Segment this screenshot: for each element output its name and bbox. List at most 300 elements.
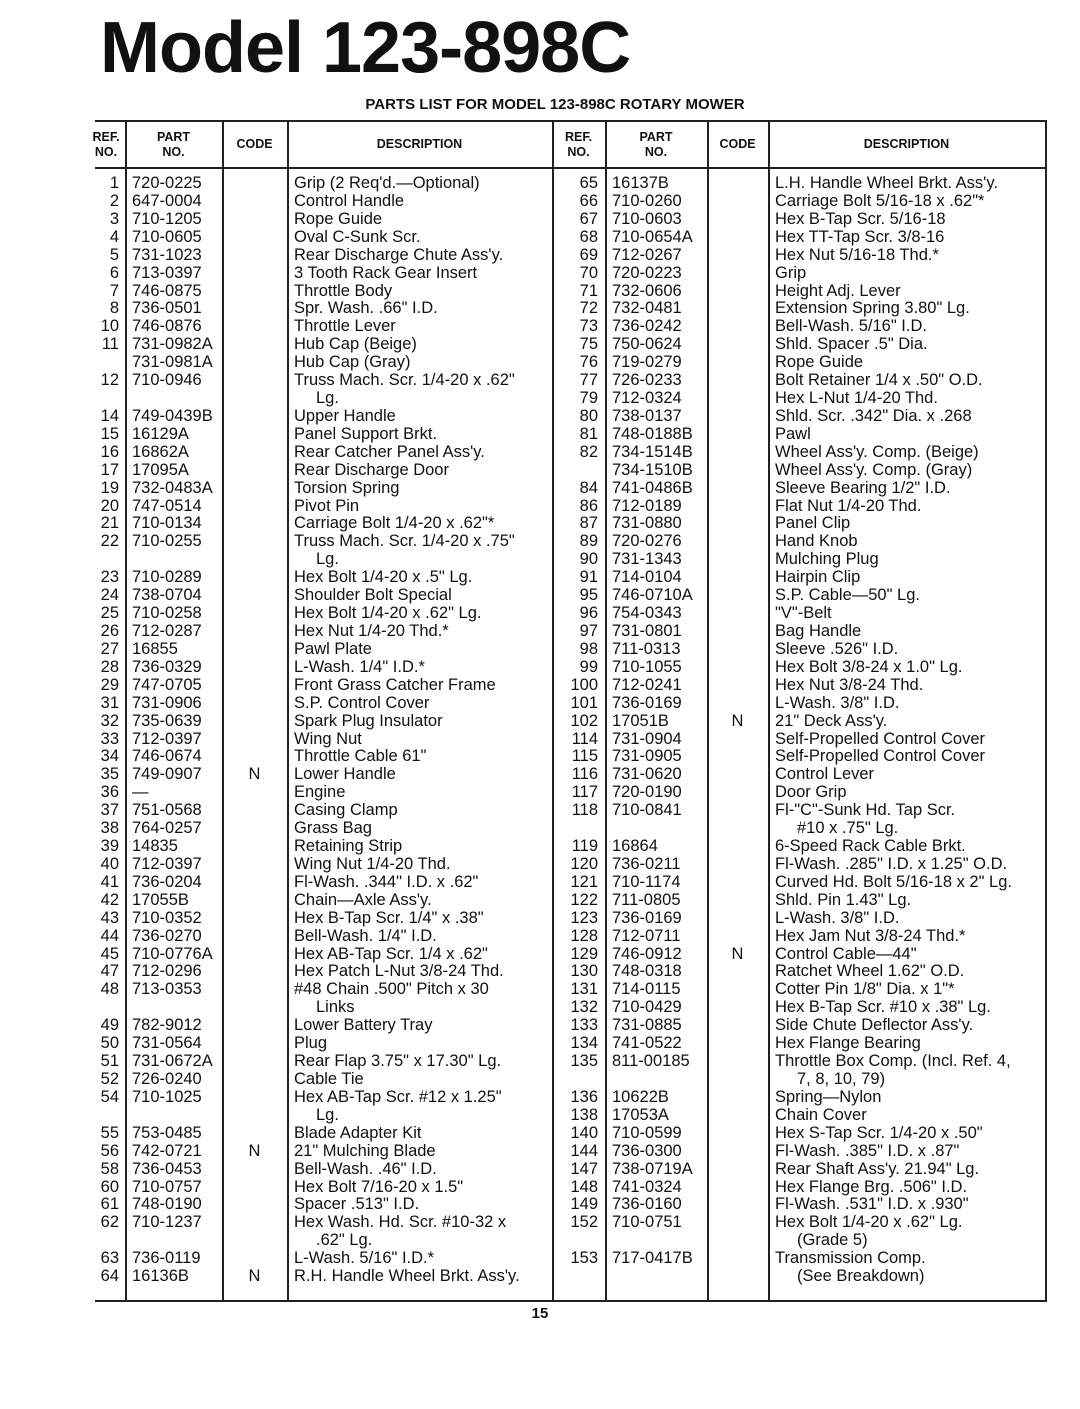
description-cell: Hex AB-Tap Scr. 1/4 x .62" bbox=[294, 944, 488, 963]
part-no-cell: 731-0905 bbox=[612, 747, 682, 766]
table-row bbox=[95, 210, 1045, 228]
ref-no-cell: 65 bbox=[579, 174, 598, 192]
part-no-cell: 731-0981A bbox=[132, 353, 213, 372]
part-no-cell: 710-0654A bbox=[612, 227, 693, 246]
table-row bbox=[95, 945, 1045, 963]
ref-no-cell: 66 bbox=[579, 191, 598, 210]
description-cell: 21" Deck Ass'y. bbox=[775, 711, 888, 730]
part-no-cell: 710-0260 bbox=[612, 191, 682, 210]
description-cell: Lower Handle bbox=[294, 765, 396, 784]
table-row bbox=[95, 246, 1045, 264]
part-no-cell: 717-0417B bbox=[612, 1249, 693, 1268]
table-row bbox=[95, 1052, 1045, 1070]
ref-no-cell: 67 bbox=[579, 209, 598, 228]
ref-no-cell: 79 bbox=[579, 389, 598, 408]
ref-no-cell: 90 bbox=[579, 550, 598, 569]
description-cell: 6-Speed Rack Cable Brkt. bbox=[775, 837, 966, 856]
part-no-cell: 741-0522 bbox=[612, 1034, 682, 1053]
description-cell: Wheel Ass'y. Comp. (Gray) bbox=[775, 460, 973, 479]
ref-no-cell: 132 bbox=[570, 998, 598, 1017]
table-row bbox=[95, 622, 1045, 640]
description-cell: Hex Patch L-Nut 3/8-24 Thd. bbox=[294, 962, 504, 981]
part-no-cell: 746-0912 bbox=[612, 944, 682, 963]
description-cell: Engine bbox=[294, 783, 346, 802]
description-cell: Transmission Comp. bbox=[775, 1249, 926, 1268]
part-no-cell: 710-0605 bbox=[132, 227, 202, 246]
part-no-cell: 811-00185 bbox=[612, 1052, 690, 1071]
description-cell: Throttle Lever bbox=[294, 317, 396, 336]
header-code: CODE bbox=[236, 137, 273, 151]
table-row bbox=[95, 299, 1045, 317]
table-row bbox=[95, 712, 1045, 730]
table-row bbox=[95, 443, 1045, 461]
ref-no-cell: 102 bbox=[570, 711, 598, 730]
part-no-cell: 720-0225 bbox=[132, 174, 202, 192]
description-cell: Throttle Box Comp. (Incl. Ref. 4, bbox=[775, 1052, 1011, 1071]
table-row bbox=[95, 532, 1045, 550]
table-row bbox=[95, 962, 1045, 980]
description-cell: Hex Wash. Hd. Scr. #10-32 x bbox=[294, 1213, 507, 1232]
part-no-cell: 14835 bbox=[132, 837, 178, 856]
description-cell: Control Lever bbox=[775, 765, 875, 784]
ref-no-cell: 129 bbox=[570, 944, 598, 963]
part-no-cell: 753-0485 bbox=[132, 1123, 202, 1142]
ref-no-cell: 136 bbox=[570, 1087, 598, 1106]
ref-no-cell: 48 bbox=[100, 980, 119, 999]
ref-no-cell: 27 bbox=[100, 639, 119, 658]
part-no-cell: 713-0353 bbox=[132, 980, 202, 999]
part-no-cell: 710-0289 bbox=[132, 568, 202, 587]
description-cell: Retaining Strip bbox=[294, 837, 403, 856]
description-cell: Spring—Nylon bbox=[775, 1087, 882, 1106]
ref-no-cell: 44 bbox=[100, 926, 119, 945]
part-no-cell: 720-0223 bbox=[612, 263, 682, 282]
part-no-cell: 710-0603 bbox=[612, 209, 682, 228]
ref-no-cell: 64 bbox=[100, 1267, 119, 1286]
ref-no-cell: 99 bbox=[579, 657, 598, 676]
ref-no-cell: 100 bbox=[570, 675, 598, 694]
table-row bbox=[95, 568, 1045, 586]
part-no-cell: 712-0189 bbox=[612, 496, 682, 515]
ref-no-cell: 33 bbox=[100, 729, 119, 748]
table-row bbox=[95, 1106, 1045, 1124]
description-cell: Spark Plug Insulator bbox=[294, 711, 443, 730]
description-cell: Lg. bbox=[316, 389, 339, 408]
ref-no-cell: 148 bbox=[570, 1177, 598, 1196]
part-no-cell: 749-0907 bbox=[132, 765, 202, 784]
ref-no-cell: 55 bbox=[100, 1123, 119, 1142]
table-row bbox=[95, 783, 1045, 801]
table-row bbox=[95, 1231, 1045, 1249]
table-row bbox=[95, 927, 1045, 945]
ref-no-cell: 75 bbox=[579, 335, 598, 354]
description-cell: Hex Nut 5/16-18 Thd.* bbox=[775, 245, 939, 264]
part-no-cell: 719-0279 bbox=[612, 353, 682, 372]
table-row bbox=[95, 335, 1045, 353]
part-no-cell: 710-0258 bbox=[132, 604, 202, 623]
table-row bbox=[95, 801, 1045, 819]
description-cell: Truss Mach. Scr. 1/4-20 x .62" bbox=[294, 371, 515, 390]
description-cell: Grip bbox=[775, 263, 807, 282]
ref-no-cell: 95 bbox=[579, 586, 598, 605]
ref-no-cell: 45 bbox=[100, 944, 119, 963]
table-row bbox=[95, 1178, 1045, 1196]
ref-no-cell: 26 bbox=[100, 622, 119, 640]
header-ref-no: REF. NO. bbox=[92, 129, 120, 159]
table-row bbox=[95, 980, 1045, 998]
table-row bbox=[95, 998, 1045, 1016]
ref-no-cell: 29 bbox=[100, 675, 119, 694]
description-cell: Upper Handle bbox=[294, 406, 396, 425]
description-cell: Hex L-Nut 1/4-20 Thd. bbox=[775, 389, 938, 408]
table-row bbox=[95, 873, 1045, 891]
description-cell: Fl-Wash. .385" I.D. x .87" bbox=[775, 1141, 960, 1160]
description-cell: Plug bbox=[294, 1034, 328, 1053]
table-row bbox=[95, 317, 1045, 335]
part-no-cell: 732-0606 bbox=[612, 281, 682, 300]
ref-no-cell: 149 bbox=[570, 1195, 598, 1214]
part-no-cell: 710-1174 bbox=[612, 872, 681, 891]
table-row bbox=[95, 497, 1045, 515]
description-cell: Hex Nut 1/4-20 Thd.* bbox=[294, 622, 449, 640]
description-cell: Extension Spring 3.80" Lg. bbox=[775, 299, 970, 318]
part-no-cell: 782-9012 bbox=[132, 1016, 202, 1035]
table-row bbox=[95, 855, 1045, 873]
table-row bbox=[95, 1070, 1045, 1088]
part-no-cell: 16137B bbox=[612, 174, 669, 192]
part-no-cell: 746-0875 bbox=[132, 281, 202, 300]
description-cell: Hand Knob bbox=[775, 532, 858, 551]
part-no-cell: — bbox=[132, 783, 149, 802]
ref-no-cell: 116 bbox=[571, 765, 598, 784]
ref-no-cell: 114 bbox=[571, 729, 598, 748]
description-cell: Rear Flap 3.75" x 17.30" Lg. bbox=[294, 1052, 502, 1071]
ref-no-cell: 69 bbox=[579, 245, 598, 264]
ref-no-cell: 22 bbox=[100, 532, 119, 551]
header-description: DESCRIPTION bbox=[376, 137, 463, 151]
description-cell: Control Cable—44" bbox=[775, 944, 917, 963]
description-cell: Links bbox=[316, 998, 355, 1017]
part-no-cell: 750-0624 bbox=[612, 335, 682, 354]
description-cell: Hex B-Tap Scr. #10 x .38" Lg. bbox=[775, 998, 991, 1017]
table-row bbox=[95, 1160, 1045, 1178]
ref-no-cell: 41 bbox=[100, 872, 119, 891]
part-no-cell: 710-1025 bbox=[132, 1087, 202, 1106]
description-cell: Blade Adapter Kit bbox=[294, 1123, 422, 1142]
ref-no-cell: 38 bbox=[100, 819, 119, 838]
ref-no-cell: 36 bbox=[100, 783, 119, 802]
description-cell: Hub Cap (Gray) bbox=[294, 353, 411, 372]
description-cell: L-Wash. 3/8" I.D. bbox=[775, 693, 900, 712]
ref-no-cell: 96 bbox=[579, 604, 598, 623]
description-cell: Flat Nut 1/4-20 Thd. bbox=[775, 496, 922, 515]
part-no-cell: 710-0757 bbox=[132, 1177, 202, 1196]
ref-no-cell: 152 bbox=[570, 1213, 598, 1232]
ref-no-cell: 4 bbox=[109, 227, 119, 246]
description-cell: "V"-Belt bbox=[775, 604, 832, 623]
description-cell: Rear Shaft Ass'y. 21.94" Lg. bbox=[775, 1159, 980, 1178]
part-no-cell: 711-0805 bbox=[612, 890, 681, 909]
description-cell: Front Grass Catcher Frame bbox=[294, 675, 496, 694]
ref-no-cell: 63 bbox=[100, 1249, 119, 1268]
description-cell: Chain—Axle Ass'y. bbox=[294, 890, 432, 909]
description-cell: #10 x .75" Lg. bbox=[797, 819, 899, 838]
part-no-cell: 732-0481 bbox=[612, 299, 682, 318]
description-cell: Torsion Spring bbox=[294, 478, 400, 497]
ref-no-cell: 153 bbox=[570, 1249, 598, 1268]
description-cell: 3 Tooth Rack Gear Insert bbox=[294, 263, 478, 282]
description-cell: Rear Discharge Door bbox=[294, 460, 449, 479]
table-row bbox=[95, 730, 1045, 748]
table-row bbox=[95, 586, 1045, 604]
table-row bbox=[95, 1034, 1045, 1052]
table-row bbox=[95, 747, 1045, 765]
table-row bbox=[95, 640, 1045, 658]
ref-no-cell: 68 bbox=[579, 227, 598, 246]
ref-no-cell: 58 bbox=[100, 1159, 119, 1178]
ref-no-cell: 7 bbox=[109, 281, 119, 300]
part-no-cell: 712-0397 bbox=[132, 854, 202, 873]
ref-no-cell: 39 bbox=[100, 837, 119, 856]
part-no-cell: 712-0241 bbox=[612, 675, 682, 694]
ref-no-cell: 56 bbox=[100, 1141, 119, 1160]
description-cell: 7, 8, 10, 79) bbox=[797, 1070, 886, 1088]
table-row bbox=[95, 837, 1045, 855]
description-cell: Ratchet Wheel 1.62" O.D. bbox=[775, 962, 965, 981]
part-no-cell: 731-0906 bbox=[132, 693, 202, 712]
description-cell: Hex Bolt 1/4-20 x .62" Lg. bbox=[775, 1213, 963, 1232]
part-no-cell: 710-1055 bbox=[612, 657, 682, 676]
description-cell: Wing Nut bbox=[294, 729, 362, 748]
description-cell: Cable Tie bbox=[294, 1070, 364, 1088]
table-row bbox=[95, 514, 1045, 532]
description-cell: Lg. bbox=[316, 550, 339, 569]
part-no-cell: 710-0255 bbox=[132, 532, 202, 551]
description-cell: Grass Bag bbox=[294, 819, 372, 838]
part-no-cell: 741-0324 bbox=[612, 1177, 682, 1196]
description-cell: Wheel Ass'y. Comp. (Beige) bbox=[775, 442, 979, 461]
description-cell: Lg. bbox=[316, 1105, 339, 1124]
part-no-cell: 16855 bbox=[132, 639, 178, 658]
ref-no-cell: 19 bbox=[100, 478, 119, 497]
part-no-cell: 736-0300 bbox=[612, 1141, 682, 1160]
part-no-cell: 17051B bbox=[612, 711, 669, 730]
ref-no-cell: 60 bbox=[100, 1177, 119, 1196]
description-cell: #48 Chain .500" Pitch x 30 bbox=[294, 980, 489, 999]
description-cell: Throttle Cable 61" bbox=[294, 747, 427, 766]
description-cell: Shld. Spacer .5" Dia. bbox=[775, 335, 928, 354]
ref-no-cell: 34 bbox=[100, 747, 119, 766]
description-cell: Bell-Wash. 5/16" I.D. bbox=[775, 317, 927, 336]
table-row bbox=[95, 891, 1045, 909]
description-cell: Hairpin Clip bbox=[775, 568, 861, 587]
description-cell: Casing Clamp bbox=[294, 801, 398, 820]
part-no-cell: 720-0190 bbox=[612, 783, 682, 802]
ref-no-cell: 135 bbox=[570, 1052, 598, 1071]
part-no-cell: 736-0169 bbox=[612, 908, 682, 927]
description-cell: Bell-Wash. .46" I.D. bbox=[294, 1159, 437, 1178]
ref-no-cell: 121 bbox=[570, 872, 598, 891]
part-no-cell: 710-0352 bbox=[132, 908, 202, 927]
ref-no-cell: 144 bbox=[570, 1141, 598, 1160]
description-cell: Carriage Bolt 5/16-18 x .62"* bbox=[775, 191, 985, 210]
description-cell: L-Wash. 1/4" I.D.* bbox=[294, 657, 425, 676]
ref-no-cell: 130 bbox=[570, 962, 598, 981]
ref-no-cell: 35 bbox=[100, 765, 119, 784]
ref-no-cell: 138 bbox=[570, 1105, 598, 1124]
description-cell: Sleeve Bearing 1/2" I.D. bbox=[775, 478, 951, 497]
description-cell: Throttle Body bbox=[294, 281, 393, 300]
description-cell: Oval C-Sunk Scr. bbox=[294, 227, 421, 246]
ref-no-cell: 31 bbox=[100, 693, 119, 712]
description-cell: Hex Nut 3/8-24 Thd. bbox=[775, 675, 924, 694]
part-no-cell: 736-0501 bbox=[132, 299, 202, 318]
description-cell: Hex Bolt 1/4-20 x .5" Lg. bbox=[294, 568, 473, 587]
description-cell: (See Breakdown) bbox=[797, 1267, 925, 1286]
part-no-cell: 738-0137 bbox=[612, 406, 682, 425]
part-no-cell: 710-0751 bbox=[612, 1213, 682, 1232]
ref-no-cell: 86 bbox=[579, 496, 598, 515]
ref-no-cell: 40 bbox=[100, 854, 119, 873]
ref-no-cell: 24 bbox=[100, 586, 119, 605]
ref-no-cell: 117 bbox=[571, 783, 598, 802]
part-no-cell: 17055B bbox=[132, 890, 189, 909]
ref-no-cell: 28 bbox=[100, 657, 119, 676]
description-cell: Pawl bbox=[775, 424, 811, 443]
description-cell: S.P. Cable—50" Lg. bbox=[775, 586, 920, 605]
ref-no-cell: 16 bbox=[100, 442, 119, 461]
ref-no-cell: 52 bbox=[100, 1070, 119, 1088]
ref-no-cell: 97 bbox=[579, 622, 598, 640]
part-no-cell: 736-0453 bbox=[132, 1159, 202, 1178]
table-row bbox=[95, 174, 1045, 192]
table-row bbox=[95, 479, 1045, 497]
ref-no-cell: 20 bbox=[100, 496, 119, 515]
ref-no-cell: 11 bbox=[101, 335, 119, 354]
table-row bbox=[95, 461, 1045, 479]
ref-no-cell: 119 bbox=[571, 837, 598, 856]
part-no-cell: 736-0270 bbox=[132, 926, 202, 945]
description-cell: Sleeve .526" I.D. bbox=[775, 639, 899, 658]
ref-no-cell: 123 bbox=[570, 908, 598, 927]
part-no-cell: 738-0719A bbox=[612, 1159, 693, 1178]
part-no-cell: 16862A bbox=[132, 442, 189, 461]
ref-no-cell: 73 bbox=[579, 317, 598, 336]
description-cell: .62" Lg. bbox=[316, 1231, 373, 1250]
description-cell: S.P. Control Cover bbox=[294, 693, 430, 712]
part-no-cell: 17095A bbox=[132, 460, 189, 479]
part-no-cell: 736-0204 bbox=[132, 872, 202, 891]
description-cell: Grip (2 Req'd.—Optional) bbox=[294, 174, 480, 192]
description-cell: Hex TT-Tap Scr. 3/8-16 bbox=[775, 227, 945, 246]
table-row bbox=[95, 909, 1045, 927]
part-no-cell: 736-0119 bbox=[132, 1249, 201, 1268]
part-no-cell: 731-0564 bbox=[132, 1034, 202, 1053]
description-cell: Fl-"C"-Sunk Hd. Tap Scr. bbox=[775, 801, 956, 820]
ref-no-cell: 134 bbox=[570, 1034, 598, 1053]
ref-no-cell: 12 bbox=[100, 371, 119, 390]
part-no-cell: 726-0233 bbox=[612, 371, 682, 390]
description-cell: Control Handle bbox=[294, 191, 405, 210]
description-cell: Pawl Plate bbox=[294, 639, 372, 658]
ref-no-cell: 42 bbox=[100, 890, 119, 909]
description-cell: Bolt Retainer 1/4 x .50" O.D. bbox=[775, 371, 983, 390]
part-no-cell: 714-0104 bbox=[612, 568, 682, 587]
description-cell: Hex Flange Brg. .506" I.D. bbox=[775, 1177, 968, 1196]
part-no-cell: 731-0885 bbox=[612, 1016, 682, 1035]
table-row bbox=[95, 604, 1045, 622]
table-row bbox=[95, 1016, 1045, 1034]
header-part-no: PART NO. bbox=[639, 129, 673, 159]
ref-no-cell: 54 bbox=[100, 1087, 119, 1106]
part-no-cell: 16129A bbox=[132, 424, 189, 443]
ref-no-cell: 131 bbox=[570, 980, 598, 999]
description-cell: Fl-Wash. .285" I.D. x 1.25" O.D. bbox=[775, 854, 1008, 873]
description-cell: Panel Clip bbox=[775, 514, 851, 533]
part-no-cell: 647-0004 bbox=[132, 191, 202, 210]
ref-no-cell: 128 bbox=[570, 926, 598, 945]
ref-no-cell: 72 bbox=[579, 299, 598, 318]
code-cell: N bbox=[731, 711, 744, 730]
description-cell: Hex S-Tap Scr. 1/4-20 x .50" bbox=[775, 1123, 983, 1142]
description-cell: 21" Mulching Blade bbox=[294, 1141, 436, 1160]
description-cell: R.H. Handle Wheel Brkt. Ass'y. bbox=[294, 1267, 520, 1286]
description-cell: Hex B-Tap Scr. 5/16-18 bbox=[775, 209, 946, 228]
part-no-cell: 736-0160 bbox=[612, 1195, 682, 1214]
description-cell: Hex Jam Nut 3/8-24 Thd.* bbox=[775, 926, 966, 945]
page-number: 15 bbox=[531, 1305, 549, 1322]
part-no-cell: 764-0257 bbox=[132, 819, 202, 838]
part-no-cell: 711-0313 bbox=[612, 639, 681, 658]
ref-no-cell: 140 bbox=[570, 1123, 598, 1142]
ref-no-cell: 71 bbox=[579, 281, 598, 300]
description-cell: Door Grip bbox=[775, 783, 847, 802]
part-no-cell: 731-1343 bbox=[612, 550, 682, 569]
part-no-cell: 710-0841 bbox=[612, 801, 682, 820]
ref-no-cell: 17 bbox=[100, 460, 119, 479]
header-description: DESCRIPTION bbox=[863, 137, 950, 151]
part-no-cell: 736-0211 bbox=[612, 854, 681, 873]
ref-no-cell: 87 bbox=[579, 514, 598, 533]
ref-no-cell: 62 bbox=[100, 1213, 119, 1232]
part-no-cell: 710-0599 bbox=[612, 1123, 682, 1142]
table-row bbox=[95, 694, 1045, 712]
code-cell: N bbox=[248, 765, 261, 784]
ref-no-cell: 1 bbox=[109, 174, 119, 192]
ref-no-cell: 32 bbox=[100, 711, 119, 730]
description-cell: Carriage Bolt 1/4-20 x .62"* bbox=[294, 514, 495, 533]
ref-no-cell: 47 bbox=[100, 962, 119, 981]
table-row bbox=[95, 658, 1045, 676]
part-no-cell: 747-0514 bbox=[132, 496, 202, 515]
table-row bbox=[95, 192, 1045, 210]
part-no-cell: 17053A bbox=[612, 1105, 669, 1124]
ref-no-cell: 50 bbox=[100, 1034, 119, 1053]
table-row bbox=[95, 228, 1045, 246]
ref-no-cell: 82 bbox=[579, 442, 598, 461]
part-no-cell: 712-0267 bbox=[612, 245, 682, 264]
ref-no-cell: 2 bbox=[109, 191, 119, 210]
ref-no-cell: 101 bbox=[570, 693, 598, 712]
part-no-cell: 712-0397 bbox=[132, 729, 202, 748]
ref-no-cell: 14 bbox=[100, 406, 119, 425]
description-cell: Shld. Pin 1.43" Lg. bbox=[775, 890, 912, 909]
part-no-cell: 746-0710A bbox=[612, 586, 693, 605]
table-row bbox=[95, 550, 1045, 568]
ref-no-cell: 6 bbox=[109, 263, 119, 282]
header-divider bbox=[95, 167, 1045, 169]
description-cell: Pivot Pin bbox=[294, 496, 360, 515]
